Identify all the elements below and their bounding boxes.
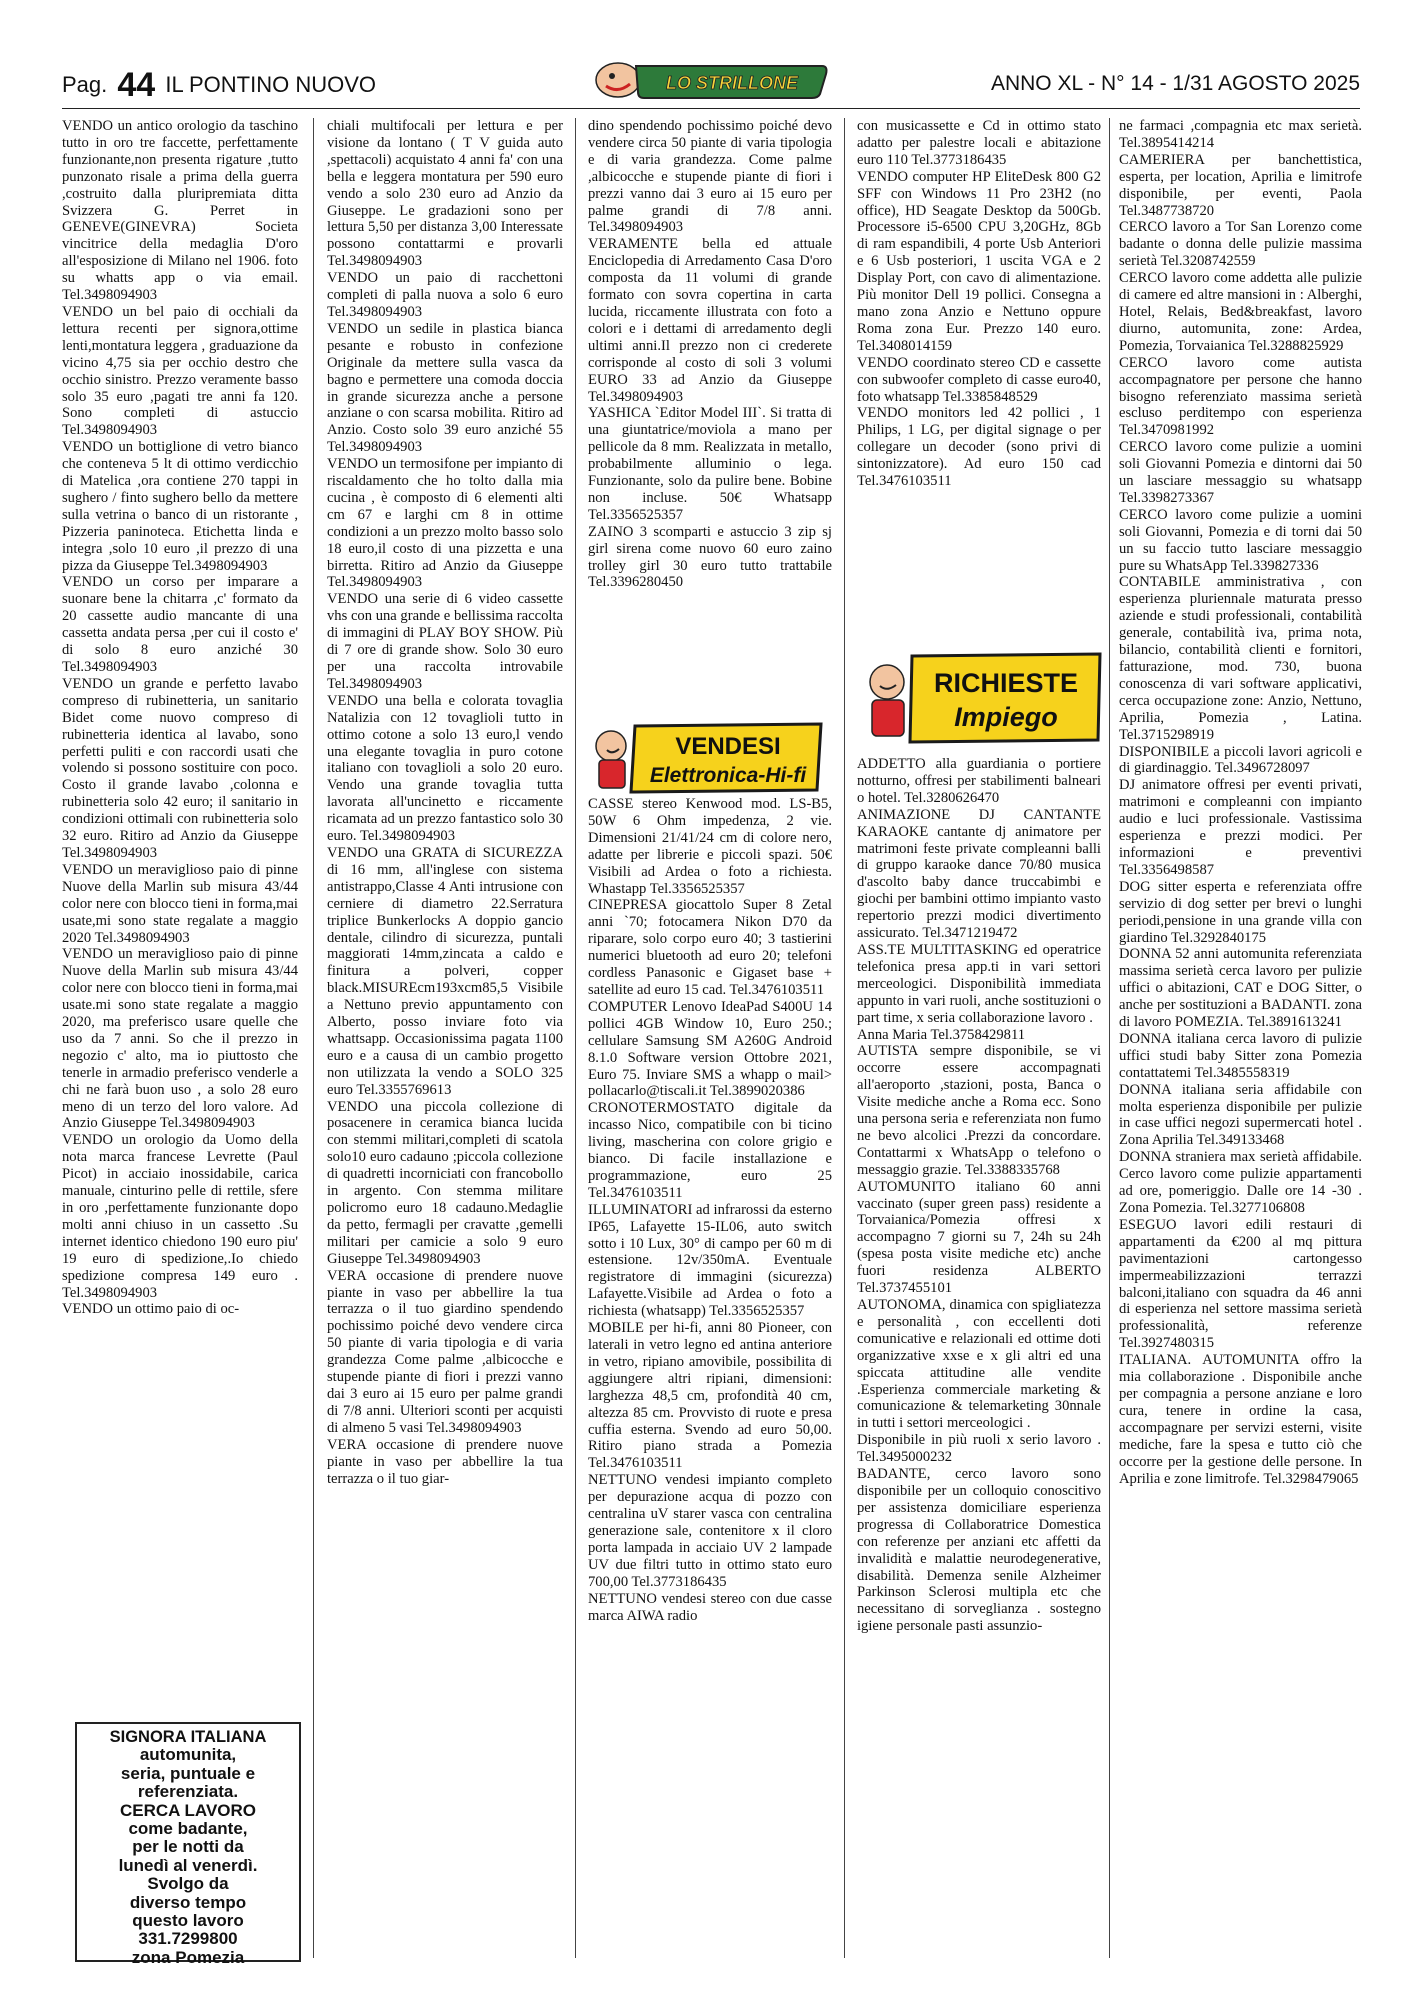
ad-box-line: seria, puntuale e	[120, 1763, 256, 1783]
classified-ads	[327, 118, 563, 1487]
ad-entry: VENDO una bella e colorata tovaglia Natalizia con 12 tovaglioli tutto in ottimo cotone a solo 13 euro,l vendo una elegante tovaglia in puro cotone italiano con tovaglioli a solo 20 euro. Vendo una grande tovaglia tutta lavorata all'uncinetto e riccamente ricamata ad un prezzo fantastico solo 30 euro. Tel.3498094903	[327, 692, 563, 845]
ad-entry: ITALIANA. AUTOMUNITA offro la mia collaborazione . Disponibile anche per compagnia a persone anziane e loro cura, tenere in ordine la casa, accompagnare per servizi esterni, visite mediche, fare la spesa e tutto ciò che occorre per la gestione delle persone. In Aprilia e zone limitrofe. Tel.3298479065	[1119, 1352, 1362, 1487]
ad-entry: VERA occasione di prendere nuove piante in vaso per abbellire la tua terrazza o il tuo giardino spendendo pochissimo poiché devo vendere circa 50 piante di varia tipologia e di varia grandezza Come palme ,albicocche e stupende piante di fiori i prezzi vanno dai 3 euro ai 15 euro per palme grandi di 7/8 anni. Ulteriori sconti per acquisti di almeno 5 vasi Tel.3498094903	[327, 1267, 563, 1436]
classified-ads	[1119, 118, 1362, 1487]
ad-entry: VENDO una piccola collezione di posacenere in ceramica bianca lucida con stemmi militari,completi di scatola solo10 euro cadauno ;piccola collezione di quadretti incorniciati con francobollo in argento. Con stemma militare policromo euro 18 cadauno.Medaglie da petto, fermagli per cravatte ,gemelli militari per camicie a solo 9 euro Giuseppe Tel.3498094903	[327, 1098, 563, 1267]
ad-entry: DONNA italiana cerca lavoro di pulizie uffici studi baby Sitter zona Pomezia contattatemi Tel.3485558319	[1119, 1030, 1362, 1081]
ad-entry: CONTABILE amministrativa , con esperienza pluriennale maturata presso aziende e studi professionali, contabilità generale, contabilità iva, prima nota, bilancio, contabilità clienti e fornitori, fatturazione, mod. 730, buona conoscenza di vari software applicativi, cerca occupazione zone: Anzio, Nettuno, Aprilia, Pomezia , Latina. Tel.3715298919	[1119, 574, 1362, 743]
ad-entry: CINEPRESA giocattolo Super 8 Zetal anni `70; fotocamera Nikon D70 da riparare, solo corpo euro 40; 3 tastierini numerici bluetooth ad euro 20; telefoni cordless Panasonic e Gigaset base + satellite ad euro 15 cad. Tel.3476103511	[588, 897, 832, 998]
ad-entry: VENDO un grande e perfetto lavabo compreso di rubinetteria, un sanitario Bidet come nuovo compreso di rubinetteria identica al lavabo, sono perfetti puliti e con raccordi usati che volendo si possono sostituire con poco. Costo il grande lavabo ,colonna e rubinetteria solo 42 euro; il sanitario in condizioni ottimali con rubinetteria solo 32 euro. Ritiro ad Anzio da Giuseppe Tel.3498094903	[62, 675, 298, 861]
ad-entry: VERA occasione di prendere nuove piante in vaso per abbellire la tua terrazza o il tuo giar-	[327, 1436, 563, 1487]
ad-entry: VERAMENTE bella ed attuale Enciclopedia di Arredamento Casa D'oro composta da 11 volumi di grande formato con sovra copertina in carta lucida, riccamente illustrata con foto a colori e i dettami di arredamento degli ultimi anni.Il prezzo non ci crederete corrisponde al costo di soli 3 volumi EURO 33 ad Anzio da Giuseppe Tel.3498094903	[588, 236, 832, 405]
column-3	[588, 118, 832, 1950]
ad-entry: ILLUMINATORI ad infrarossi da esterno IP65, Lafayette 15-IL06, auto switch sotto i 10 Lux, 30° di campo per 60 m di estensione. 12v/350mA. Eventuale registratore di immagini (sicurezza) Lafayette.Visibile ad Ardea o foto a richiesta (whatsapp) Tel.3356525357	[588, 1201, 832, 1320]
ad-entry: DONNA straniera max serietà affidabile. Cerco lavoro come pulizie appartamenti ad ore, pomeriggio. Dalle ore 14 -30 . Zona Pomezia. Tel.3277106808	[1119, 1149, 1362, 1216]
ad-entry: DONNA 52 anni automunita referenziata massima serietà cerca lavoro per pulizie uffici o abitazioni, CAT e DOG Sitter, o anche per sostituzioni a BADANTI. zona di lavoro POMEZIA. Tel.3891613241	[1119, 946, 1362, 1031]
ad-entry: MOBILE per hi-fi, anni 80 Pioneer, con laterali in vetro legno ed antina anteriore in vetro, ripiano amovibile, possibilita di aggiungere altri ripiani, dimensioni: larghezza 48,5 cm, profondità 40 cm, altezza 85 cm. Provvisto di ruote e presa cuffia esterna. Svendo ad euro 50,00. Ritiro piano strada a Pomezia Tel.3476103511	[588, 1320, 832, 1472]
ad-entry: ASS.TE MULTITASKING ed operatrice telefonica presa app.ti in vari settori merceologici. Disponibilità immediata appunto in vari ruoli, anche sostituzioni o part time, x seria collaborazione lavoro .	[857, 941, 1101, 1026]
classified-ads	[857, 118, 1101, 490]
ad-entry: CERCO lavoro come addetta alle pulizie di camere ed altre mansioni in : Alberghi, Hotel, Relais, Bed&breakfast, lavoro diurno, automunita, zone: Ardea, Pomezia, Torvaianica Tel.3288825929	[1119, 270, 1362, 354]
ad-entry: VENDO computer HP EliteDesk 800 G2 SFF con Windows 11 Pro 23H2 (no office), HD Seagate Desktop da 500Gb. Processore i5-6500 CPU 3,20GHz, 8Gb di ram espandibili, 4 porte Usb Anteriori e 6 Usb posteriori, 1 uscita VGA e 2 Display Port, con cavo di alimentazione. Più monitor Dell 19 pollici. Consegna a mano zona Anzio e Nettuno oppure Roma zona Eur. Prezzo 140 euro. Tel.3408014159	[857, 168, 1101, 354]
ad-box-line: automunita,	[139, 1745, 237, 1765]
column-2	[327, 118, 563, 1950]
classified-ads	[588, 118, 832, 591]
ad-entry: ZAINO 3 scomparti e astuccio 3 zip sj girl sirena come nuovo 60 euro zaino trolley girl 30 euro tutto trattabile Tel.3396280450	[588, 523, 832, 591]
ad-entry: DONNA italiana seria affidabile con molta esperienza disponibile per pulizie in case uffici negozi supermercati hotel . Zona Aprilia Tel.349133468	[1119, 1081, 1362, 1149]
ad-entry: CAMERIERA per banchettistica, esperta, per location, Aprilia e limitrofe disponibile, per eventi, Paola Tel.3487738720	[1119, 151, 1362, 219]
signora-italiana-ad-box	[75, 1722, 301, 1967]
column-divider	[575, 118, 576, 1958]
ad-box-line: come badante,	[128, 1819, 248, 1839]
ad-entry: Disponibile in più ruoli x serio lavoro . Tel.3495000232	[857, 1432, 1101, 1466]
ad-entry: NETTUNO vendesi impianto completo per depurazione acqua di pozzo con centralina uV starer vasca con centralina generazione sale, contenitore x il cloro porta lampada in acciaio UV 2 lampade UV due filtri tutto in ottimo stato euro 700,00 Tel.3773186435	[588, 1472, 832, 1590]
page-header	[62, 60, 1362, 102]
ad-entry: NETTUNO vendesi stereo con due casse marca AIWA radio	[588, 1590, 832, 1624]
page-number: 44	[117, 66, 156, 104]
ad-entry: DJ animatore offresi per eventi privati, matrimoni e compleanni con impianto audio e luci professionale. Vastissima esperienza e prezzi modici. Per informazioni e preventivi Tel.3356498587	[1119, 777, 1362, 878]
banner-title: RICHIESTE	[933, 668, 1079, 698]
ad-entry: DISPONIBILE a piccoli lavori agricoli e di giardinaggio. Tel.3496728097	[1119, 743, 1362, 777]
ad-box-line: per le notti da	[132, 1837, 244, 1857]
ad-entry: ne farmaci ,compagnia etc max serietà. Tel.3895414214	[1119, 118, 1362, 151]
richieste-impiego-banner	[860, 648, 1106, 748]
ad-box-line: lunedì al venerdì.	[118, 1855, 258, 1875]
banner-subtitle: Impiego	[954, 702, 1058, 732]
ad-entry: CERCO lavoro a Tor San Lorenzo come badante o donna delle pulizie massima serietà Tel.3208742559	[1119, 219, 1362, 270]
ad-box-line: zona Pomezia	[131, 1947, 245, 1967]
classified-ads	[62, 118, 298, 1318]
ad-entry: VENDO un antico orologio da taschino tutto in oro tre faccette, perfettamente funzionante,non presenta rigature ,tutto punzonato risale a prima della guerra ,costruito dalla pluripremiata ditta Svizzera G. Perret in GENEVE(GINEVRA) Societa vincitrice della medaglia D'oro all'esposizione di Milano nel 1906. foto su whatts app o via email. Tel.3498094903	[62, 118, 298, 304]
classified-ads	[857, 756, 1101, 1635]
ad-entry: VENDO un bottiglione di vetro bianco che conteneva 5 lt di ottimo verdicchio di Matelica ,ora contiene 270 tappi in sughero / finto sughero bello da mettere sulla vetrina o banco di un ristorante , Pizzeria paninoteca. Etichetta linda e integra ,solo 10 euro ,il prezzo di una pizza da Giuseppe Tel.3498094903	[62, 439, 298, 574]
ad-entry: DOG sitter esperta e referenziata offre servizio di dog setter per brevi o lunghi periodi,pensione in una grande villa con giardino Tel.3292840175	[1119, 878, 1362, 946]
logo-text: LO STRILLONE	[666, 73, 798, 93]
ad-box-line: diverso tempo	[129, 1892, 247, 1912]
issue-info: ANNO XL - N° 14 - 1/31 AGOSTO 2025	[990, 72, 1360, 95]
ad-entry: CERCO lavoro come pulizie a uomini soli Giovanni, Pomezia e di torni dai 50 un su faccio tutto lasciare messaggio pure su WhatsApp Tel.339827336	[1119, 506, 1362, 574]
column-divider	[844, 118, 845, 1958]
ad-entry: con musicassette e Cd in ottimo stato adatto per palestre locali e abitazione euro 110 Tel.3773186435	[857, 118, 1101, 168]
ad-entry: VENDO un corso per imparare a suonare bene la chitarra ,c' formato da 20 cassette audio mancante di una cassetta andata persa ,per cui il costo e' di solo 8 euro anziché 30 Tel.3498094903	[62, 574, 298, 675]
column-divider	[313, 118, 314, 1958]
column-divider	[1109, 118, 1110, 1958]
ad-entry: COMPUTER Lenovo IdeaPad S400U 14 pollici 4GB Window 10, Euro 250.; cellulare Samsung SM A260G Android 8.1.0 Software version Ottobre 2021, Euro 75. Inviare SMS a whapp o mail> pollacarlo@tiscali.it Tel.3899020386	[588, 998, 832, 1100]
banner-subtitle: Elettronica-Hi-fi	[649, 764, 807, 787]
column-4	[857, 118, 1101, 1950]
header-rule	[62, 108, 1360, 109]
lo-strillone-logo	[592, 60, 832, 100]
column-1	[62, 118, 298, 1714]
ad-entry: ADDETTO alla guardiania o portiere notturno, offresi per stabilimenti balneari o hotel. Tel.3280626470	[857, 756, 1101, 806]
ad-entry: AUTISTA sempre disponibile, se vi occorre essere accompagnati all'aeroporto ,stazioni, posta, Banca o Visite mediche anche a Roma ecc. Sono una persona seria e referenziata non fumo ne bevo alcolici .Prezzi da concordare. Contattarmi x WhatsApp o telefono o messaggio grazie. Tel.3388335768	[857, 1043, 1101, 1178]
vendesi-elettronica-banner	[585, 720, 825, 794]
ad-entry: AUTONOMA, dinamica con spigliatezza e personalità , con eccellenti doti comunicative e relazionali ed ottime doti organizzative xxse e x gli altri ed una spiccata attitudine alle vendite .Esperienza commerciale marketing & comunicazione & telemarketing 30nnale in tutti i settori merceologici .	[857, 1297, 1101, 1432]
ad-box-phone: 331.7299800	[138, 1929, 238, 1949]
ad-box-line: questo lavoro	[132, 1911, 244, 1931]
ad-box-line: referenziata.	[137, 1782, 239, 1802]
ad-entry: VENDO coordinato stereo CD e cassette con subwoofer completo di casse euro40, foto whatsapp Tel.3385848529	[857, 354, 1101, 405]
ad-entry: VENDO un paio di racchettoni completi di palla nuova a solo 6 euro Tel.3498094903	[327, 270, 563, 320]
ad-entry: VENDO una GRATA di SICUREZZA di 16 mm, all'inglese con sistema antistrappo,Classe 4 Anti intrusione con cerniere di diametro 22.Serratura triplice Bunkerlocks A doppio gancio dentale, cilindro di sicurezza, puntali maggiorati 14mm,zincata a caldo e finitura a polveri, copper black.MISUREcm193xcm85,5 Visibile a Nettuno previo appuntamento con Alberto, posso inviare foto via whattsapp. Occasionissima pagata 1100 euro e a causa di un cambio progetto non utilizzata la vendo a SOLO 325 euro Tel.3355769613	[327, 844, 563, 1098]
ad-entry: VENDO un meraviglioso paio di pinne Nuove della Marlin sub misura 43/44 color nere con blocco tieni in forma,mai usate.mi sono state regalate a maggio 2020, ma preferisco usare quelle che uso da 7 anni. So che il prezzo in negozio c' alto, ma io piuttosto che tenerle in armadio preferisco venderle a chi ne farà buon uso , a solo 28 euro meno di un terzo del loro valore. Ad Anzio Giuseppe Tel.3498094903	[62, 946, 298, 1132]
ad-box-title: SIGNORA ITALIANA	[109, 1728, 267, 1746]
ad-entry: dino spendendo pochissimo poiché devo vendere circa 50 piante di varia tipologia e di varia grandezza. Come palme ,albicocche e stupende piante di fiori i prezzi vanno dai 3 euro ai 15 euro per palme grandi di 7/8 anni. Tel.3498094903	[588, 118, 832, 236]
ad-entry: AUTOMUNITO italiano 60 anni vaccinato (super green pass) residente a Torvaianica/Pomezia offresi x accompagno 7 giorni su 7, 24h su 24h (spesa posta visite mediche etc) anche fuori residenza ALBERTO Tel.3737455101	[857, 1178, 1101, 1297]
ad-box-line: CERCA LAVORO	[120, 1800, 256, 1820]
ad-entry: VENDO un meraviglioso paio di pinne Nuove della Marlin sub misura 43/44 color nere con blocco tieni in forma,mai usate,mi sono state regalate a maggio 2020 Tel.3498094903	[62, 861, 298, 946]
banner-title: VENDESI	[675, 733, 781, 760]
ad-entry: ESEGUO lavori edili restauri di appartamenti da €200 al mq pittura pavimentazioni cartongesso impermeabilizzazioni terrazzi balconi,italiano con squadra da 46 anni di esperienza nel settore massima serietà professionalità, referenze Tel.3927480315	[1119, 1216, 1362, 1352]
ad-entry: YASHICA `Editor Model III`. Si tratta di una giuntatrice/moviola a mano per pellicole da 8 mm. Realizzata in metallo, probabilmente alluminio o lega. Funzionante, solo da pulire bene. Bobine non incluse. 50€ Whatsapp Tel.3356525357	[588, 405, 832, 523]
ad-entry: CASSE stereo Kenwood mod. LS-B5, 50W 6 Ohm impedenza, 2 vie. Dimensioni 21/41/24 cm di colore nero, adatte per librerie e piccoli spazi. 50€ Visibili ad Ardea o foto a richiesta. Whastapp Tel.3356525357	[588, 796, 832, 897]
ad-entry: ANIMAZIONE DJ CANTANTE KARAOKE cantante dj animatore per matrimoni feste private compleanni balli di gruppo karaoke dance 70/80 musica d'ascolto baby dance truccabimbi e giochi per bambini ottimo impianto vasto repertorio prezzi modici divertimento assicurato. Tel.3471219472	[857, 806, 1101, 942]
ad-entry: CERCO lavoro come pulizie a uomini soli Giovanni Pomezia e dintorni dai 50 un lasciare messaggio su whatsapp Tel.3398273367	[1119, 439, 1362, 506]
column-5	[1119, 118, 1362, 1950]
ad-entry: VENDO una serie di 6 video cassette vhs con una grande e bellissima raccolta di immagini di PLAY BOY SHOW. Più di 7 ore di grande show. Solo 30 euro per una raccolta introvabile Tel.3498094903	[327, 591, 563, 692]
ad-entry: VENDO un ottimo paio di oc-	[62, 1301, 240, 1318]
paper-name: IL PONTINO NUOVO	[165, 72, 376, 97]
ad-entry: VENDO un termosifone per impianto di riscaldamento che ho tolto dalla mia cucina , è composto di 6 elementi alti cm 67 e larghi cm 8 in ottime condizioni a un prezzo molto basso solo 18 euro,il costo di una pizzetta e una birretta. Ritiro ad Anzio da Giuseppe Tel.3498094903	[327, 456, 563, 591]
page-label: Pag.	[62, 72, 108, 97]
ad-entry: VENDO un orologio da Uomo della nota marca francese Levrette (Paul Picot) in acciaio inossidabile, carica manuale, cinturino pelle di rettile, sfere in oro ,perfettamente funzionante dopo molti anni chiuso in un cassetto .Su internet identico chiedono 190 euro piu' 19 euro di spedizione,.Io chiedo spedizione compresa 149 euro . Tel.3498094903	[62, 1132, 298, 1301]
ad-entry: Anna Maria Tel.3758429811	[857, 1026, 1025, 1043]
ad-box-line: Svolgo da	[147, 1874, 229, 1894]
ad-entry: CERCO lavoro come autista accompagnatore per persone che hanno bisogno referenziato massima serietà escluso perditempo con esperienza Tel.3470981992	[1119, 354, 1362, 439]
ad-entry: BADANTE, cerco lavoro sono disponibile per un colloquio conoscitivo per assistenza domiciliare esperienza progressa di Collaboratrice Domestica con referenze per anziani etc affetti da invalidità e malattie neurodegenerative, disabilità. Demenza senile Alzheimer Parkinson Sclerosi multipla etc che necessitano di sorveglianza . sostegno igiene personale pasti assunzio-	[857, 1466, 1101, 1635]
ad-entry: VENDO un bel paio di occhiali da lettura recenti per signora,ottime lenti,montatura leggera , graduazione da vicino 4,75 sia per occhio destro che occhio sinistro. Prezzo veramente basso solo 35 euro ,pagati tre anni fa 120. Sono completi di astuccio Tel.3498094903	[62, 303, 298, 439]
ad-entry: VENDO un sedile in plastica bianca pesante e robusto in confezione Originale da mettere sulla vasca da bagno e permettere una comoda doccia in grande sicurezza anche a persone anziane o con scarsa mobilita. Ritiro ad Anzio. Costo solo 39 euro anziché 55 Tel.3498094903	[327, 320, 563, 456]
ad-entry: VENDO monitors led 42 pollici , 1 Philips, 1 LG, per digital signage o per collegare un decoder (sono privi di sintonizzatore). Ad euro 150 cad Tel.3476103511	[857, 405, 1101, 490]
classified-ads	[588, 796, 832, 1624]
page-info	[62, 66, 376, 105]
ad-entry: chiali multifocali per lettura e per visione da lontano ( T V guida auto ,spettacoli) acquistato 4 anni fa' con una bella e leggera montatura per 590 euro vendo a solo 230 euro ad Anzio da Giuseppe. Le gradazioni sono per lettura 5,50 per distanza 3,00 Interessate possono contattarmi e provarli Tel.3498094903	[327, 118, 563, 270]
ad-entry: CRONOTERMOSTATO digitale da incasso Nico, compatibile con bi ticino living, mascherina con colore grigio e bianco. Di facile installazione e programmazione, euro 25 Tel.3476103511	[588, 1100, 832, 1201]
